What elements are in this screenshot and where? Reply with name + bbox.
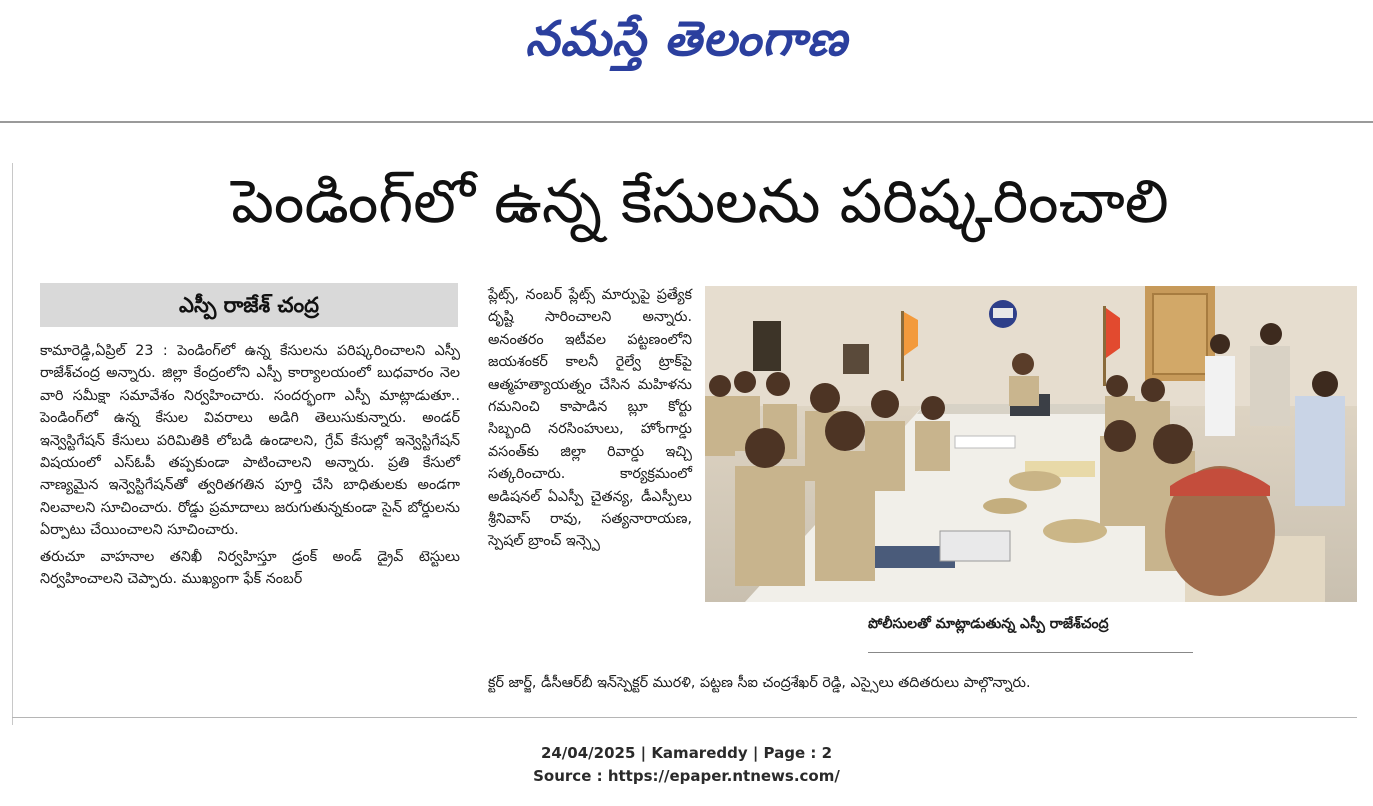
article-column-1 (40, 340, 460, 590)
article-tail-line: క్టర్ జార్జ్, డీసీఆర్‌బీ ఇన్‌స్పెక్టర్ మురళి, పట్టణ సీఐ చంద్రశేఖర్ రెడ్డి, ఎస్సైలు తదితరులు పాల్గొన్నారు. (488, 675, 1031, 691)
caption-underline (868, 652, 1193, 653)
newspaper-logo: నమస్తే తెలంగాణ (525, 11, 848, 67)
article-column-2 (488, 284, 692, 553)
byline-text: ఎస్పీ రాజేశ్ చంద్ర (179, 293, 319, 317)
footer-divider (12, 717, 1357, 718)
article-paragraph: కామారెడ్డి,ఏప్రిల్ 23 : పెండింగ్‌లో ఉన్న కేసులను పరిష్కరించాలని ఎస్పీ రాజేశ్‌చంద్ర అన్నారు. జిల్లా కేంద్రంలోని ఎస్పీ కార్యాలయంలో బుధవారం నెల వారి సమీక్షా సమావేశం నిర్వహించారు. సందర్భంగా ఎస్పీ మాట్లాడుతూ.. పెండింగ్‌లో ఉన్న కేసుల వివరాలు అడిగి తెలుసుకున్నారు. అండర్ ఇన్వెస్టిగేషన్ కేసులు పరిమితికి లోబడి ఉండాలని, గ్రేవ్ కేసుల్లో ఇన్వెస్టిగేషన్ విషయంలో ఎస్‌ఓపీ తప్పకుండా పాటించాలని అన్నారు. ప్రతి కేసులో నాణ్యమైన ఇన్వెస్టిగేషన్‌తో త్వరితగతిన పూర్తి చేసి బాధితులకు అండగా నిలవాలని సూచించారు. రోడ్డు ప్రమాదాలు జరుగుతున్నకుండా సైన్ బోర్డులను ఏర్పాటు చేయించాలని సూచించారు. (40, 343, 460, 539)
masthead-divider (0, 121, 1373, 123)
article-paragraph: తరుచూ వాహనాల తనిఖీ నిర్వహిస్తూ డ్రంక్ అండ్ డ్రైవ్ టెస్టులు నిర్వహించాలని చెప్పారు. ముఖ్యంగా ఫేక్ నంబర్ (40, 548, 460, 588)
article-headline: పెండింగ్‌లో ఉన్న కేసులను పరిష్కరించాలి (231, 167, 1169, 237)
article-paragraph: ప్లేట్స్, నంబర్ ప్లేట్స్ మార్పుపై ప్రత్యేక దృష్టి సారించాలని అన్నారు. అనంతరం ఇటీవల పట్టణంలోని జయశంకర్ కాలనీ రైల్వే ట్రాక్‌పై ఆత్మహత్యాయత్నం చేసిన మహిళను గమనించి కాపాడిన బ్లూ కోర్టు సిబ్బంది నరసింహులు, హోంగార్డు వసంత్‌కు జిల్లా రివార్డు ఇచ్చి సత్కరించారు. కార్యక్రమంలో అడిషనల్ ఏఎస్పీ చైతన్య, డీఎస్పీలు శ్రీనివాస్ రావు, సత్యనారాయణ, స్పెషల్ బ్రాంచ్ ఇన్స్పె (488, 287, 692, 550)
byline-banner (40, 283, 458, 327)
meeting-photo (705, 286, 1357, 602)
left-column-rule (12, 163, 13, 725)
source-url: Source : https://epaper.ntnews.com/ (533, 767, 840, 785)
photo-caption: పోలీసులతో మాట్లాడుతున్న ఎస్పీ రాజేశ్‌చంద్ర (868, 616, 1109, 632)
edition-info: 24/04/2025 | Kamareddy | Page : 2 (540, 744, 833, 762)
